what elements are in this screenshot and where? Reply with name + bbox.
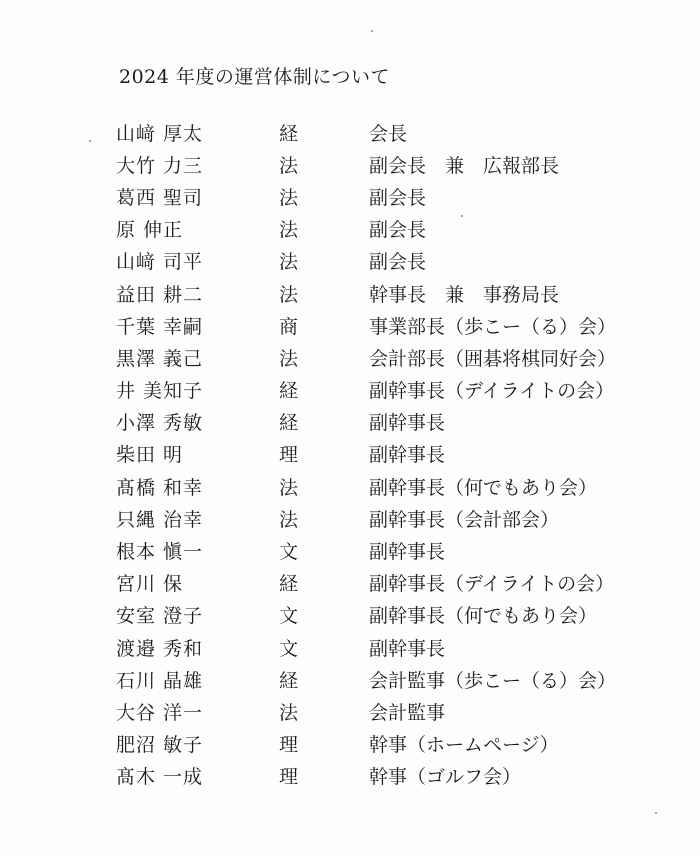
- member-role: 副幹事長: [369, 412, 446, 435]
- member-faculty: 法: [279, 347, 299, 370]
- member-faculty: 経: [279, 412, 299, 435]
- member-row: [116, 180, 676, 212]
- member-row: [116, 631, 676, 663]
- member-role: 副幹事長: [369, 444, 446, 467]
- member-row: [116, 406, 676, 438]
- member-faculty: 文: [279, 637, 299, 660]
- member-name: 小澤 秀敏: [116, 412, 204, 435]
- member-name: 宮川 保: [116, 573, 184, 596]
- member-role: 副会長: [369, 219, 427, 242]
- member-faculty: 法: [279, 508, 299, 531]
- member-name: 原 伸正: [116, 219, 184, 242]
- member-row: [116, 534, 676, 566]
- member-faculty: 文: [279, 541, 299, 564]
- member-role: 会計監事: [369, 701, 446, 724]
- member-role: 会計部長（囲碁将棋同好会）: [369, 347, 617, 370]
- member-name: 井 美知子: [116, 380, 204, 403]
- member-faculty: 商: [279, 315, 299, 338]
- member-faculty: 法: [279, 283, 299, 306]
- member-faculty: 経: [279, 573, 299, 596]
- member-row: [116, 470, 676, 502]
- member-row: [116, 116, 676, 148]
- member-row: [116, 245, 676, 277]
- member-role: 副会長: [369, 186, 427, 209]
- member-faculty: 経: [279, 380, 299, 403]
- member-name: 黒澤 義己: [116, 347, 204, 370]
- member-role: 副幹事長: [369, 541, 446, 564]
- member-row: [116, 760, 676, 792]
- member-faculty: 文: [279, 605, 299, 628]
- member-role: 副会長: [369, 251, 427, 274]
- member-row: [116, 148, 676, 180]
- member-name: 只縄 治幸: [116, 508, 204, 531]
- member-role: 副幹事長（会計部会）: [369, 508, 560, 531]
- member-role: 会計監事（歩こー（る）会）: [369, 669, 617, 692]
- member-faculty: 経: [279, 669, 299, 692]
- member-faculty: 理: [279, 444, 299, 467]
- member-row: [116, 277, 676, 309]
- member-name: 髙木 一成: [116, 766, 204, 789]
- member-role: 幹事（ホームページ）: [369, 734, 559, 757]
- member-role: 副幹事長（何でもあり会）: [369, 605, 598, 628]
- member-role: 会長: [369, 122, 408, 145]
- member-faculty: 法: [279, 476, 299, 499]
- member-role: 副会長 兼 広報部長: [369, 154, 560, 177]
- member-role: 副幹事長（何でもあり会）: [369, 476, 598, 499]
- member-faculty: 経: [279, 122, 299, 145]
- member-faculty: 法: [279, 219, 299, 242]
- scan-speck: [371, 30, 373, 32]
- member-name: 千葉 幸嗣: [116, 315, 204, 338]
- member-faculty: 理: [279, 734, 299, 757]
- member-name: 大竹 力三: [116, 154, 204, 177]
- member-row: [116, 728, 676, 760]
- member-row: [116, 341, 676, 373]
- scan-speck: [89, 140, 91, 142]
- member-name: 山﨑 厚太: [116, 122, 204, 145]
- member-role: 幹事（ゴルフ会）: [369, 766, 522, 789]
- member-name: 髙橋 和幸: [116, 476, 204, 499]
- member-role: 幹事長 兼 事務局長: [369, 283, 560, 306]
- member-name: 葛西 聖司: [116, 186, 204, 209]
- member-name: 安室 澄子: [116, 605, 204, 628]
- member-row: [116, 213, 676, 245]
- member-roster: [116, 116, 676, 792]
- member-row: [116, 663, 676, 695]
- member-name: 渡邉 秀和: [116, 637, 204, 660]
- member-role: 事業部長（歩こー（る）会）: [369, 315, 617, 338]
- member-row: [116, 695, 676, 727]
- member-name: 山﨑 司平: [116, 251, 204, 274]
- member-role: 副幹事長（デイライトの会）: [369, 380, 615, 403]
- member-row: [116, 502, 676, 534]
- member-faculty: 法: [279, 701, 299, 724]
- member-row: [116, 374, 676, 406]
- member-name: 大谷 洋一: [116, 701, 204, 724]
- member-row: [116, 309, 676, 341]
- member-name: 肥沼 敏子: [116, 734, 204, 757]
- member-role: 副幹事長: [369, 637, 446, 660]
- member-row: [116, 599, 676, 631]
- scan-speck: [655, 812, 657, 814]
- member-name: 益田 耕二: [116, 283, 204, 306]
- member-role: 副幹事長（デイライトの会）: [369, 573, 615, 596]
- document-title: 2024 年度の運営体制について: [119, 66, 391, 88]
- member-faculty: 理: [279, 766, 299, 789]
- member-name: 柴田 明: [116, 444, 184, 467]
- member-faculty: 法: [279, 154, 299, 177]
- member-name: 根本 愼一: [116, 541, 204, 564]
- scan-speck: [461, 215, 463, 217]
- member-row: [116, 567, 676, 599]
- member-row: [116, 438, 676, 470]
- member-faculty: 法: [279, 251, 299, 274]
- member-faculty: 法: [279, 186, 299, 209]
- member-name: 石川 晶雄: [116, 669, 204, 692]
